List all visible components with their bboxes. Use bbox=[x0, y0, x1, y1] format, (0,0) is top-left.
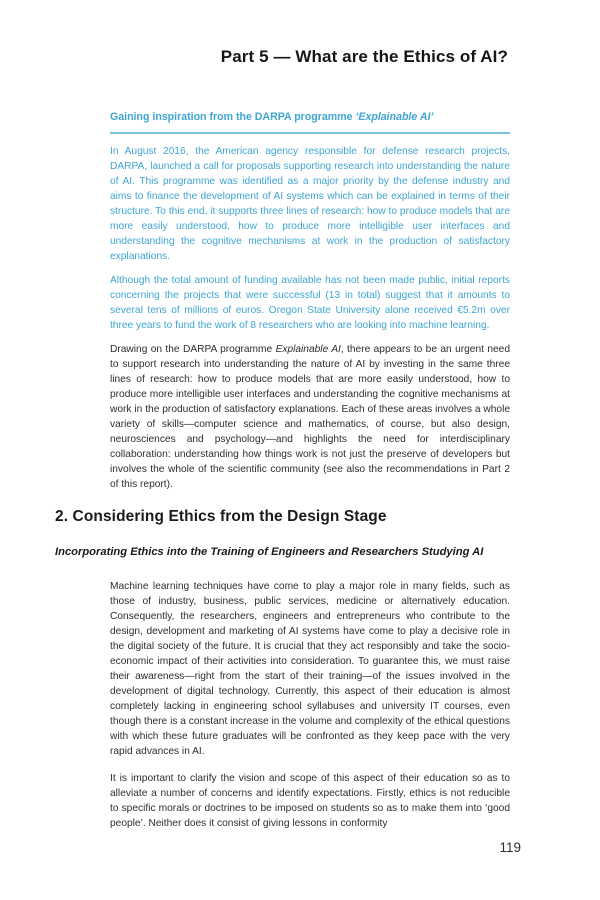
accent-rule bbox=[110, 132, 510, 134]
text-column bbox=[55, 111, 510, 840]
section-paragraph-1: Machine learning techniques have come to play a major role in many fields, such as those of industry, business, public services, medicine or alternatively education. Consequently, the researchers, engineers and entrepreneurs who contribute to the design, development and marketing of AI systems have come to play a decisive role in the digital society of the future. It is crucial that they act responsibly and take the socio-economic impact of their activities into consideration. To guarantee this, we must raise their awareness—right from the start of their training—of the issues involved in the development of digital technology. Currently, this aspect of their education is almost completely lacking in engineering school syllabuses and university IT courses, even though there is a constant increase in the volume and complexity of the ethical questions with which these future graduates will be confronted as they keep pace with the very rapid advances in AI. bbox=[110, 581, 510, 757]
darpa-box-heading bbox=[110, 111, 510, 124]
darpa-box-heading-text: Gaining inspiration from the DARPA programme bbox=[110, 111, 356, 123]
darpa-box-paragraph-2: Although the total amount of funding available has not been made public, initial reports concerning the projects that were successful (13 in total) suggest that it amounts to several tens of millions of euros. Oregon State University alone received €5.2m over three years to fund the work of 8 researchers who are looking into machine learning. bbox=[110, 275, 510, 331]
darpa-box-paragraph-1: In August 2016, the American agency responsible for defense research projects, DARPA, launched a call for proposals supporting research into understanding the nature of AI. This programme was identified as a major priority by the defense industry and aims to finance the development of AI systems which can be explained in terms of their structure. To this end, it supports three lines of research: how to produce models that are more easily understood, how to produce more intelligible user interfaces and understanding the cognitive mechanisms at work in the production of satisfactory explanations. bbox=[110, 146, 510, 262]
page-title: Part 5 — What are the Ethics of AI? bbox=[220, 47, 508, 66]
darpa-commentary-italic: Explainable AI bbox=[275, 344, 341, 355]
section-heading: 2. Considering Ethics from the Design Stage bbox=[55, 508, 387, 525]
darpa-commentary-rest: , there appears to be an urgent need to support research into understanding the nature of AI by investing in the same three lines of research: how to produce models that are more easily understood, how to produce more intelligible user interfaces and understanding the cognitive mechanisms at work in the production of satisfactory explanations. Each of these areas involves a whole variety of skills—computer science and mathematics, of course, but also design, neurosciences and psychology—and highlights the need for interdisciplinary collaboration: understanding how things work is not just the preserve of developers but involves the whole of the scientific community (see also the recommendations in Part 2 of this report). bbox=[110, 344, 510, 490]
section-subheading: Incorporating Ethics into the Training of Engineers and Researchers Studying AI bbox=[55, 546, 484, 558]
darpa-commentary-prefix: Drawing on the DARPA programme bbox=[110, 344, 276, 355]
darpa-box-heading-italic: ‘Explainable AI’ bbox=[355, 111, 434, 123]
page-number: 119 bbox=[499, 840, 521, 855]
darpa-commentary-paragraph bbox=[110, 342, 510, 492]
section-paragraph-2: It is important to clarify the vision and scope of this aspect of their education so as to alleviate a number of concerns and identify expectations. Firstly, ethics is not reducible to specific morals or doctrines to be imposed on students so as to make them into ‘good people’. Neither does it consist of giving lessons in conformity bbox=[110, 773, 510, 829]
